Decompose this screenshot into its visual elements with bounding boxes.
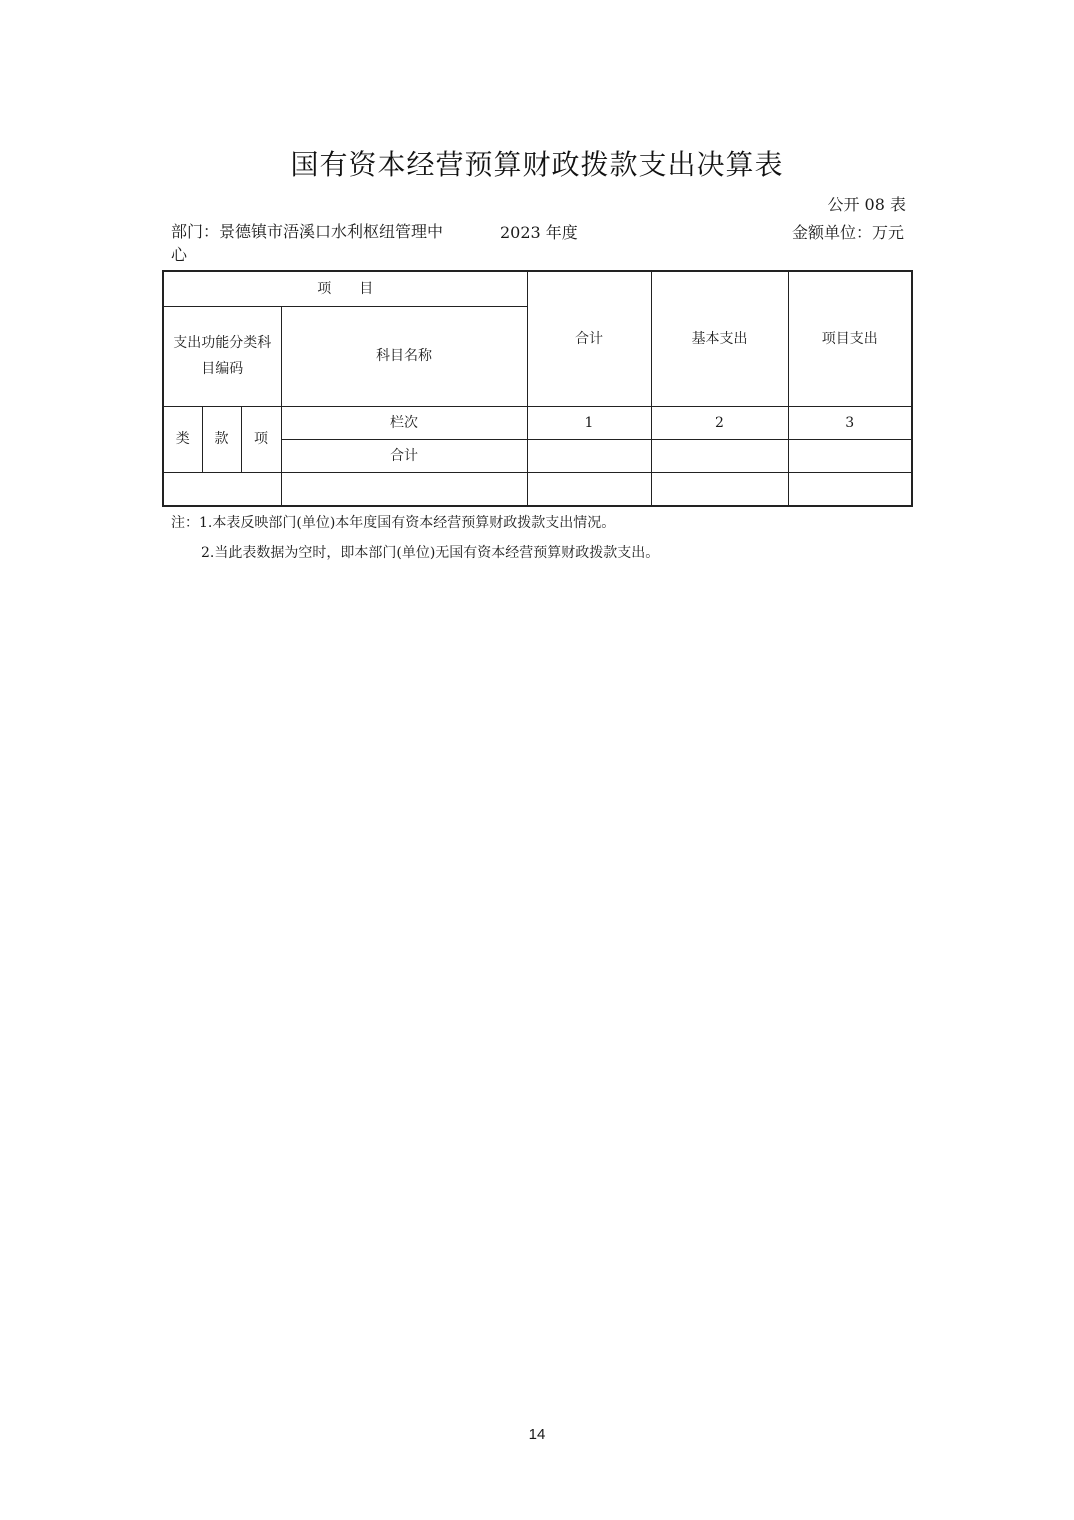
row-code [163,472,281,506]
header-item: 项 目 [163,271,527,306]
row-label-lanci: 栏次 [281,406,527,439]
total-basic-value [651,439,788,472]
header-basic-expenditure: 基本支出 [651,271,788,406]
fiscal-year: 2023 年度 [500,223,578,242]
note-2: 2.当此表数据为空时，即本部门(单位)无国有资本经营预算财政拨款支出。 [201,545,660,561]
header-subject-name: 科目名称 [281,306,527,406]
form-number: 公开 08 表 [827,195,906,214]
total-value [527,439,651,472]
table-notes [171,513,659,573]
row-total [527,472,651,506]
code-kuan: 款 [202,406,241,472]
row-basic [651,472,788,506]
code-xiang: 项 [241,406,281,472]
row-label-total: 合计 [281,439,527,472]
table-row [163,472,912,506]
amount-unit: 金额单位：万元 [791,223,904,242]
column-index-3: 3 [788,406,912,439]
row-subject-name [281,472,527,506]
header-function-code: 支出功能分类科目编码 [163,306,281,406]
note-1: 注：1.本表反映部门(单位)本年度国有资本经营预算财政拨款支出情况。 [171,515,616,531]
column-index-2: 2 [651,406,788,439]
header-project-expenditure: 项目支出 [788,271,912,406]
code-lei: 类 [163,406,202,472]
row-project [788,472,912,506]
header-total: 合计 [527,271,651,406]
page-number: 14 [528,1426,546,1443]
department-label: 部门：景德镇市浯溪口水利枢纽管理中心 [171,222,444,264]
total-project-value [788,439,912,472]
page-title: 国有资本经营预算财政拨款支出决算表 [290,148,784,181]
expenditure-table [162,270,913,507]
column-index-1: 1 [527,406,651,439]
